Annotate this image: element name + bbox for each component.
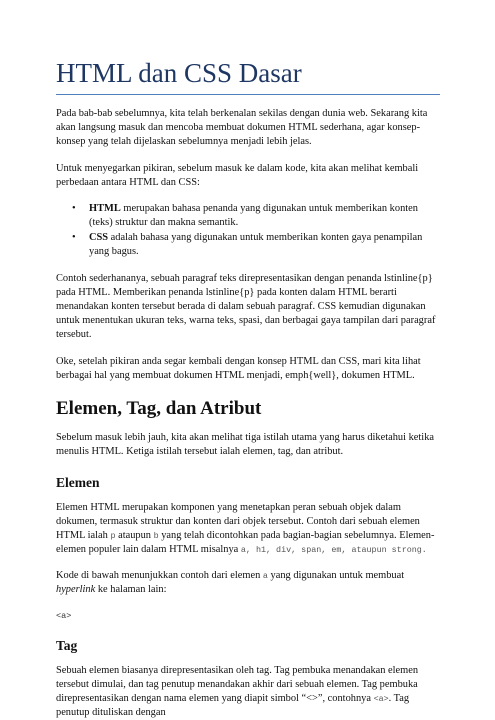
intro-paragraph-1: Pada bab-bab sebelumnya, kita telah berkenalan sekilas dengan dunia web. Sekarang kita akan langsung masuk dan mencoba membuat dokumen HTML sederhana, agar konsep-konsep yang telah dijelaskan sebelumnya menjadi lebih jelas. [56, 108, 428, 147]
inline-code: p [110, 531, 116, 541]
section-heading: Elemen, Tag, dan Atribut [56, 398, 262, 419]
term-css: CSS [89, 232, 109, 243]
page-title: HTML dan CSS Dasar [56, 56, 440, 95]
transition-paragraph: Oke, setelah pikiran anda segar kembali dengan konsep HTML dan CSS, mari kita lihat berbagai hal yang membuat dokumen HTML menjadi, emph{well}, dokumen HTML. [56, 356, 421, 381]
subsection-heading-elemen: Elemen [56, 475, 100, 490]
inline-code: <a> [373, 694, 389, 704]
tag-paragraph: Sebuah elemen biasanya direpresentasikan oleh tag. Tag pembuka menandakan elemen tersebut dimulai, dan tag penutup menandakan akhir dari sebuah elemen. Tag pembuka direpresentasikan dengan nama elemen yang diapit simbol “<>”, contohnya <a>. Tag penutup dituliskan dengan [56, 665, 419, 718]
intro-paragraph-2: Untuk menyegarkan pikiran, sebelum masuk ke dalam kode, kita akan melihat kembali perbedaan antara HTML dan CSS: [56, 163, 419, 188]
html-css-difference-list [56, 202, 440, 259]
definition-html: merupakan bahasa penanda yang digunakan untuk memberikan konten (teks) struktur dan makna semantik. [89, 203, 418, 228]
inline-code: b [153, 531, 159, 541]
subsection-heading-tag: Tag [56, 638, 78, 653]
hyperlink-example-paragraph: Kode di bawah menunjukkan contoh dari elemen a yang digunakan untuk membuat hyperlink ke halaman lain: [56, 570, 405, 595]
definition-css: adalah bahasa yang digunakan untuk memberikan konten gaya penampilan yang bagus. [89, 232, 423, 257]
example-paragraph: Contoh sederhananya, sebuah paragraf teks direpresentasikan dengan penanda lstinline{p} pada HTML. Memberikan penanda lstinline{p} pada konten dalam HTML berarti menandakan konten tersebut berada di dalam sebuah paragraf. CSS kemudian digunakan untuk menentukan ukuran teks, warna teks, spasi, dan berbagai gaya tampilan dari paragraf tersebut. [56, 273, 436, 340]
section-intro-paragraph: Sebelum masuk lebih jauh, kita akan melihat tiga istilah utama yang harus diketahui ketika menulis HTML. Ketiga istilah tersebut ialah elemen, tag, dan atribut. [56, 432, 435, 457]
code-example: <a> [56, 611, 72, 621]
list-item-html [72, 202, 440, 230]
term-html: HTML [89, 203, 121, 214]
list-item-css [72, 231, 440, 259]
bullet-icon: • [72, 203, 76, 214]
emphasis-hyperlink: hyperlink [56, 584, 96, 595]
inline-code: a [262, 571, 268, 581]
bullet-icon: • [72, 232, 76, 243]
elemen-paragraph: Elemen HTML merupakan komponen yang menetapkan peran sebuah objek dalam dokumen, termasuk struktur dan konten dari objek tersebut. Contoh dari sebuah elemen HTML ialah p ataupun b yang telah dicontohkan pada bagian-bagian sebelumnya. Elemen-elemen populer lain dalam HTML misalnya a, h1, div, span, em, ataupun strong. [56, 502, 435, 555]
document-page [56, 0, 440, 720]
inline-code: a, h1, div, span, em, ataupun strong. [240, 545, 427, 555]
